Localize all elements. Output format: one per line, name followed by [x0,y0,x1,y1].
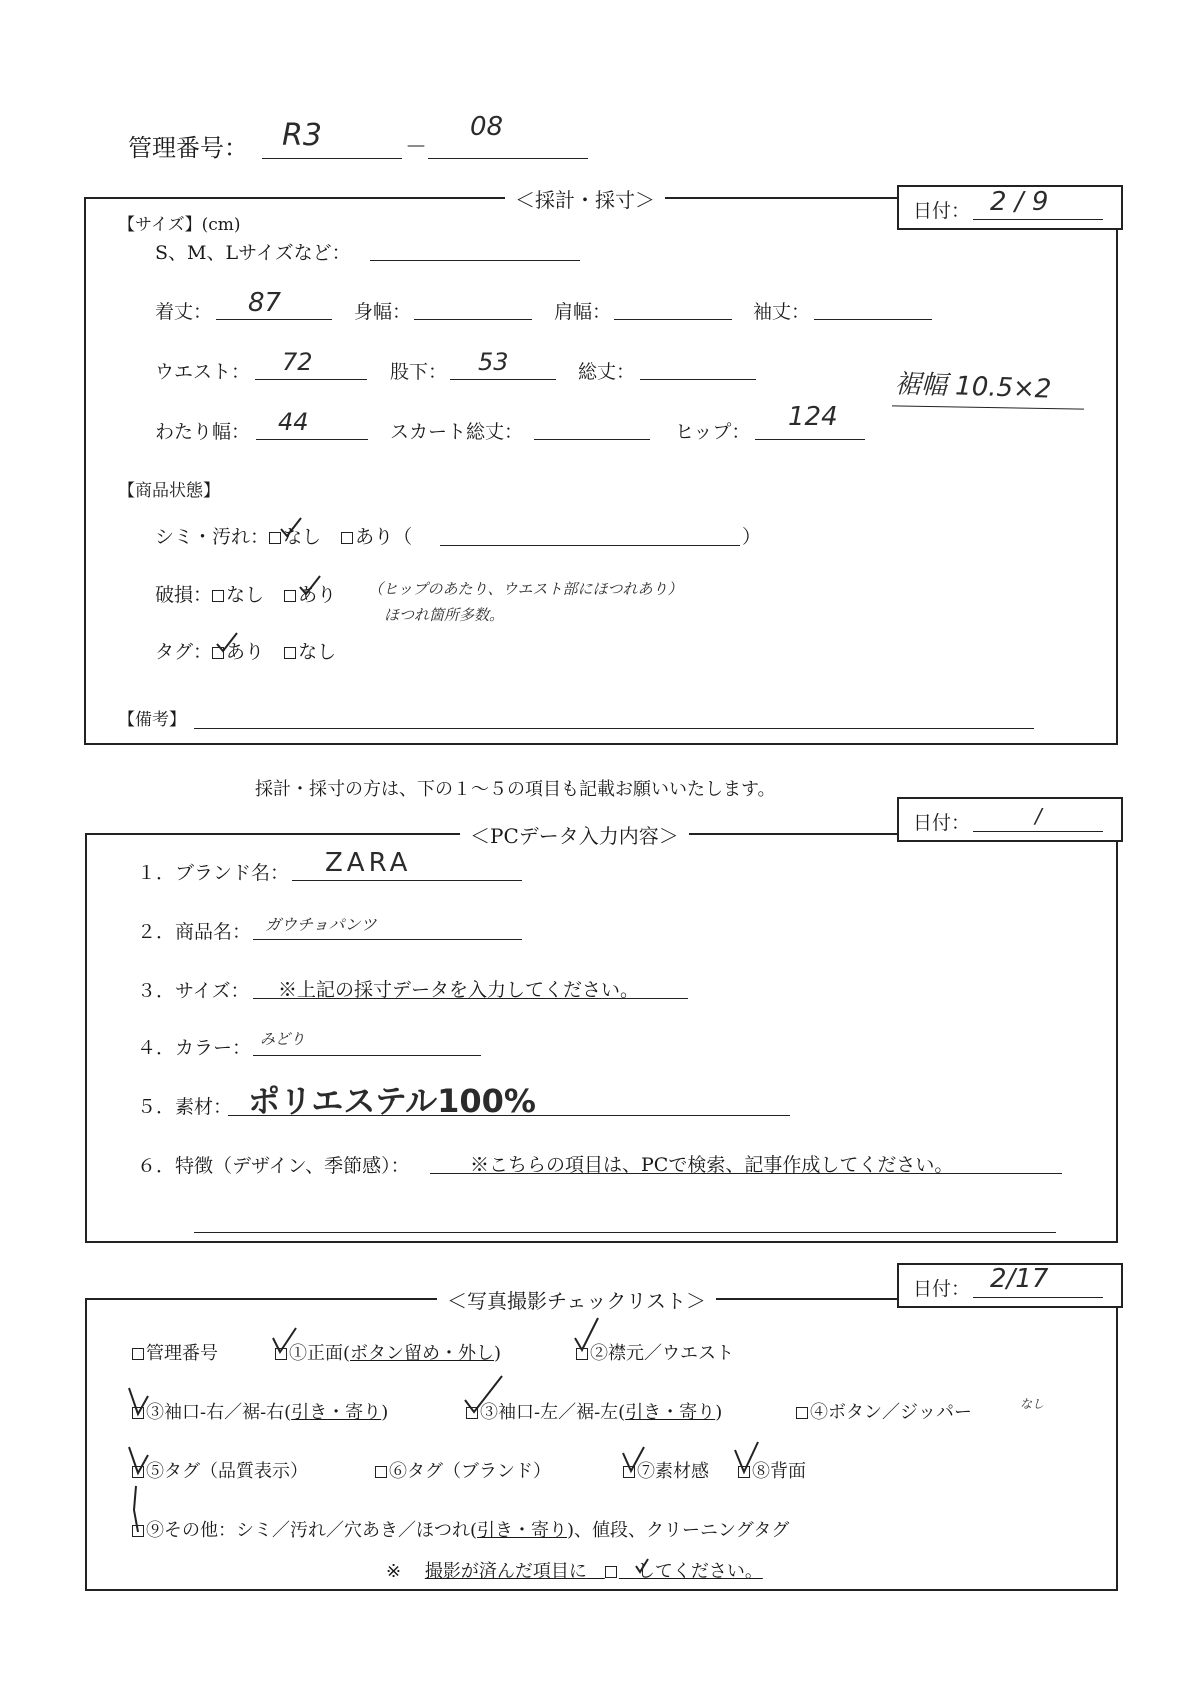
mgmt-number-label: 管理番号： [128,134,248,162]
brand-label: １．ブランド名： [137,862,290,884]
total-length-line [640,379,756,380]
damage-yes-checkbox[interactable] [284,590,296,602]
tag-yes-check-icon [214,630,240,656]
brand-line [292,880,522,881]
tag-none-label: なし [298,641,337,663]
product-name-line [253,939,522,940]
check-left-cuff-item: ③袖口-左／裾-左(引き・寄り) [466,1398,722,1424]
measure-date-label: 日付： [913,200,971,222]
stain-label: シミ・汚れ： [155,526,270,548]
brand-value: ZARA [325,848,412,878]
length-label: 着丈： [155,301,213,323]
product-name-label: ２．商品名： [137,921,252,943]
tag-label: タグ： [155,641,213,663]
photo-footer-note: ※ 撮影が済んだ項目に してください。 [386,1561,763,1582]
hip-line [755,439,865,440]
damage-none-label: なし [226,584,265,606]
product-name-value: ガウチョパンツ [265,915,377,934]
photo-date-value: 2/17 [990,1264,1049,1294]
size-heading: 【サイズ】(cm) [118,215,241,235]
waist-line [255,379,367,380]
color-label: ４．カラー： [137,1037,252,1059]
inseam-line [450,379,556,380]
sleeve-line [814,319,932,320]
stain-yes-checkbox[interactable] [341,532,353,544]
color-line [253,1055,481,1056]
check-mgmt-checkbox[interactable] [132,1348,144,1360]
waist-value: 72 [282,348,313,376]
stain-none-label: なし [283,526,322,548]
mgmt-number-line-2 [428,158,588,159]
sml-size-label: S、M、Lサイズなど： [155,242,351,264]
check-quality-tag-item: ⑤タグ（品質表示） [132,1457,308,1483]
body-width-line [414,319,532,320]
damage-note-1: （ヒップのあたり、ウエスト部にほつれあり） [368,580,683,598]
check-left-cuff-check-icon [462,1372,506,1416]
tag-none-checkbox[interactable] [284,647,296,659]
skirt-length-label: スカート総丈： [390,421,524,443]
check-button-note: なし [1020,1397,1045,1411]
mgmt-number-line-1 [262,158,402,159]
shoulder-line [614,319,732,320]
damage-none-checkbox[interactable] [212,590,224,602]
hem-width-note: 裾幅 10.5×2 [894,369,1052,405]
color-value: みどり [260,1030,306,1048]
stain-none-check-icon [278,515,304,541]
length-line [216,319,332,320]
check-button-checkbox[interactable] [796,1407,808,1419]
sml-size-line [370,260,580,261]
damage-yes-label: あり [298,584,337,606]
check-right-cuff-check-icon [126,1384,156,1418]
measure-section-title: ＜採計・採寸＞ [505,184,665,213]
measure-date-line [973,219,1103,220]
check-material-check-icon [620,1445,648,1475]
body-width-label: 身幅： [354,301,412,323]
check-back-item: ⑧背面 [738,1457,806,1483]
material-label: ５．素材： [137,1096,233,1118]
pc-date-label: 日付： [913,812,971,834]
feature-value: ※こちらの項目は、PCで検索、記事作成してください。 [470,1154,954,1176]
check-front-check-icon [270,1326,300,1358]
mgmt-number-value-1: R3 [282,118,322,153]
damage-yes-check-icon [297,573,323,599]
mgmt-number-dash: － [405,135,428,160]
check-front-item: ①正面(ボタン留め・外し) [275,1339,501,1365]
thigh-label: わたり幅： [155,421,251,443]
photo-section-title: ＜写真撮影チェックリスト＞ [437,1285,716,1314]
pc-instruction-note: 採計・採寸の方は、下の１～５の項目も記載お願いいたします。 [255,779,776,800]
feature-label: ６．特徴（デザイン、季節感）： [137,1155,410,1177]
footer-sample-checkbox [605,1566,617,1578]
pc-date-value: / [1035,804,1042,828]
damage-label: 破損： [155,584,213,606]
remarks-line [194,728,1034,729]
pc-date-line [973,831,1103,832]
check-collar-item: ②襟元／ウエスト [576,1339,734,1365]
feature-extra-line [194,1232,1056,1233]
pc-size-value: ※上記の採寸データを入力してください。 [278,979,640,1001]
thigh-value: 44 [278,408,309,436]
shoulder-label: 肩幅： [554,301,612,323]
check-mgmt-item: 管理番号 [132,1339,218,1365]
condition-heading: 【商品状態】 [118,481,220,501]
damage-note-2: ほつれ箇所多数。 [384,606,505,624]
hip-label: ヒップ： [675,421,751,443]
check-right-cuff-item: ③袖口-右／裾-右(引き・寄り) [132,1398,388,1424]
inseam-value: 53 [478,348,509,376]
mgmt-number-value-2: 08 [470,112,504,142]
photo-date-label: 日付： [913,1278,971,1300]
check-collar-check-icon [572,1316,602,1356]
remarks-label: 【備考】 [118,710,186,730]
pc-section-title: ＜PCデータ入力内容＞ [460,820,689,849]
sleeve-label: 袖丈： [753,301,811,323]
pc-size-label: ３．サイズ： [137,980,250,1002]
stain-detail-line [440,545,740,546]
check-brand-tag-item: ⑥タグ（ブランド） [375,1457,551,1483]
check-other-item: ⑨その他：シミ／汚れ／穴あき／ほつれ(引き・寄り)、値段、クリーニングタグ [132,1516,789,1542]
check-other-check-icon [128,1484,148,1536]
inseam-label: 股下： [390,361,448,383]
check-button-item: ④ボタン／ジッパー [796,1398,972,1424]
check-back-check-icon [732,1440,762,1476]
check-quality-tag-check-icon [126,1443,156,1477]
stain-yes-label: あり（ [355,526,413,548]
check-material-item: ⑦素材感 [623,1457,709,1483]
photo-date-line [973,1297,1103,1298]
length-value: 87 [248,288,282,318]
stain-close-paren: ） [742,526,762,548]
material-value: ポリエステル100% [248,1082,536,1120]
measure-date-value: 2 / 9 [990,187,1049,217]
footer-check-icon [634,1557,650,1575]
thigh-line [256,439,368,440]
check-brand-tag-checkbox[interactable] [375,1466,387,1478]
waist-label: ウエスト： [155,361,251,383]
tag-row [155,637,336,664]
skirt-length-line [534,439,650,440]
tag-yes-label: あり [226,641,265,663]
total-length-label: 総丈： [578,361,636,383]
hip-value: 124 [788,402,838,432]
